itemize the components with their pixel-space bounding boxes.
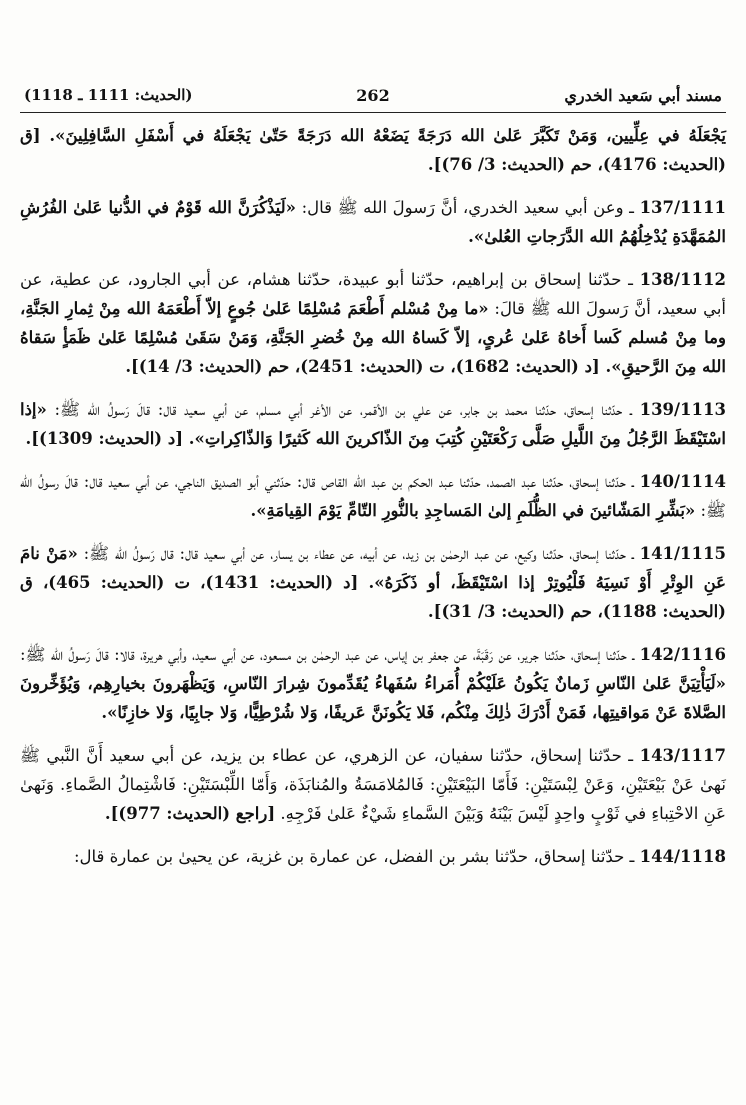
source-reference: [راجع (الحديث: 977)]. [104, 804, 276, 823]
hadith-quote: «لَيَذْكُرَنَّ الله قَوْمٌ في الدُّنيا عَلىٰ الفُرُشِ المُمَهَّدَةِ يُدْخِلُهُمُ الله الدَّرَجاتِ العُلىٰ» [20, 198, 726, 246]
hadith-number: 138/1112 [639, 270, 726, 289]
isnad-text: ـ حدّثنا إسحاق بن إبراهيم، حدّثنا أبو عبيدة، حدّثنا هشام، عن أبي الجارود، عن عطية، عن أبي سعيد، أنَّ رَسولَ الله ﷺ قالَ: [20, 270, 726, 318]
hadith-number: 144/1118 [639, 847, 726, 866]
hadith-entry [20, 395, 726, 453]
hadith-entry [20, 640, 726, 727]
hadith-number: 137/1111 [639, 198, 726, 217]
book-page [20, 80, 726, 1090]
hadith-number: 139/1113 [639, 400, 726, 419]
source-reference: . [د (الحديث: 1431)، ت (الحديث: 465)، ق (الحديث: 1188)، حم (الحديث: 3/ 31)]. [20, 573, 726, 621]
hadith-range: (الحديث: 1111 ـ 1118) [24, 86, 193, 104]
page-number: 262 [356, 86, 390, 105]
source-reference: . [101, 703, 108, 722]
isnad-text: ـ حدّثنا إسحاق، حدّثنا بشر بن الفضل، عن عمارة بن غزية، عن يحيىٰ بن عمارة قال: [73, 847, 640, 866]
page-header [20, 80, 726, 113]
hadith-entry [20, 539, 726, 626]
source-reference: . [د (الحديث: 1682)، ت (الحديث: 2451)، حم (الحديث: 3/ 14)]. [125, 357, 612, 376]
hadith-quote: «إذا اسْتَيْقَظَ الرَّجُلُ مِنَ اللَّيلِ صَلَّى رَكْعَتَيْنِ كُتِبَ مِنَ الذّاكرينَ الله كَثيرًا وَالذّاكِراتِ» [20, 400, 726, 448]
isnad-text: ـ حدّثنا إسحاق، حدّثنا عبد الصمد، حدّثنا عبد الحكم بن عبد الله القاص قال: حدّثني أبو الصديق الناجي، عن أبي سعيد قال: قالَ رسولُ الله ﷺ: [20, 472, 726, 520]
hadith-entry [20, 467, 726, 525]
hadith-entry [20, 741, 726, 828]
isnad-text: ـ وعن أبي سعيد الخدري، أنَّ رَسولَ الله ﷺ قال: [295, 198, 640, 217]
hadith-number: 140/1114 [639, 472, 726, 491]
hadith-entry [20, 265, 726, 381]
source-reference: . [468, 227, 474, 246]
hadith-quote: «بَشِّرِ المَشّائينَ في الظُّلَمِ إلىٰ المَساجِدِ بالنُّورِ التّامِّ يَوْمَ القِيامَةِ» [256, 501, 696, 520]
continuation-paragraph [20, 121, 726, 179]
running-title: مسند أبي سَعيد الخدري [564, 86, 722, 105]
hadith-quote: «لَيَأْتِيَنَّ عَلىٰ النّاسِ زَمانٌ يَكُونُ عَلَيْكُمْ أُمَراءُ سُفَهاءُ يُقَدِّمونَ شِرارَ النّاسِ، وَيَظْهَرونَ بخيارِهِم، وَيُؤَخِّرونَ الصَّلاةَ عَنْ مَواقيتِها، فَمَنْ أَدْرَكَ ذٰلِكَ مِنْكُم، فَلا يَكُونَنَّ عَريفًا، وَلا شُرْطِيًّا، وَلا جابِيًا، وَلا خازِنًا» [20, 674, 726, 722]
source-reference: . [ق (الحديث: 4176)، حم (الحديث: 3/ 76)]. [20, 126, 726, 174]
hadith-number: 143/1117 [639, 746, 726, 765]
hadith-quote: يَجْعَلَهُ في عِلِّيين، وَمَنْ تَكَبَّرَ عَلىٰ الله دَرَجَةً يَضَعْهُ الله دَرَجَةً حَتّىٰ يَجْعَلَهُ في أَسْفَلِ السَّافِلِينَ» [55, 126, 726, 145]
page-body [20, 121, 726, 871]
source-reference: . [د (الحديث: 1309)]. [25, 429, 195, 448]
hadith-number: 142/1116 [639, 645, 726, 664]
hadith-entry [20, 193, 726, 251]
isnad-text: ـ حدّثنا إسحاق، حدّثنا محمد بن جابر، عن علي بن الأقمر، عن الأغر أبي مسلم، عن أبي سعيد قال: قالَ رَسولُ الله ﷺ: [46, 400, 640, 419]
hadith-quote: «ما مِنْ مُسْلم أَطْعَمَ مُسْلِمًا عَلىٰ جُوعٍ إلاّ أَطْعَمَهُ الله مِنْ ثِمارِ الجَنَّةِ، وما مِنْ مُسلم كَسا أَخاهُ عَلىٰ عُرىٍ، إلاّ كَساهُ الله مِنْ خُضرِ الجَنَّةِ، وَمَنْ سَقَىٰ مُسْلِمًا عَلىٰ ظَمَأٍ سَقاهُ الله مِنَ الرَّحيقِ» [20, 299, 726, 376]
hadith-quote: «مَنْ نامَ عَنِ الوِتْرِ أَوْ نَسِيَهُ فَلْيُوتِرْ إذا اسْتَيْقَظَ، أو ذَكَرَهُ» [20, 544, 727, 592]
hadith-entry [20, 842, 726, 871]
source-reference: . [250, 501, 257, 520]
hadith-number: 141/1115 [639, 544, 726, 563]
isnad-text: ـ حدّثنا إسحاق، حدّثنا جرير، عن رَقَبَةَ، عن جعفر بن إياس، عن عبد الرحمٰن بن مسعود، عن أبي سعيد، وأبي هريرة، قالا: قالَ رَسولُ الله ﷺ: [20, 645, 640, 664]
isnad-text: ـ حدّثنا إسحاق، حدّثنا سفيان، عن الزهري، عن عطاء بن يزيد، عن أبي سعيد أَنَّ النَّبي ﷺ نَهىٰ عَنْ بَيْعَتَيْنِ، وَعَنْ لِبْسَتَيْنِ: فَأَمّا البَيْعَتَيْنِ: فَالمُلامَسَةُ والمُنابَذَة، وَأَمّا اللِّبْسَتَيْنِ: فَاشْتِمالُ الصَّماءِ. وَنَهىٰ عَنِ الاحْتِباءِ في ثَوْبٍ واحِدٍ لَيْسَ بَيْنَهُ وَبَيْنَ السَّماءِ شَيْءٌ عَلىٰ فَرْجِهِ. [20, 746, 726, 823]
isnad-text: ـ حدّثنا إسحاق، حدّثنا وكيع، عن عبد الرحمٰن بن زيد، عن أبيه، عن عطاء بن يسار، عن أبي سعيد قال: قال رَسولُ الله ﷺ: [77, 544, 640, 563]
